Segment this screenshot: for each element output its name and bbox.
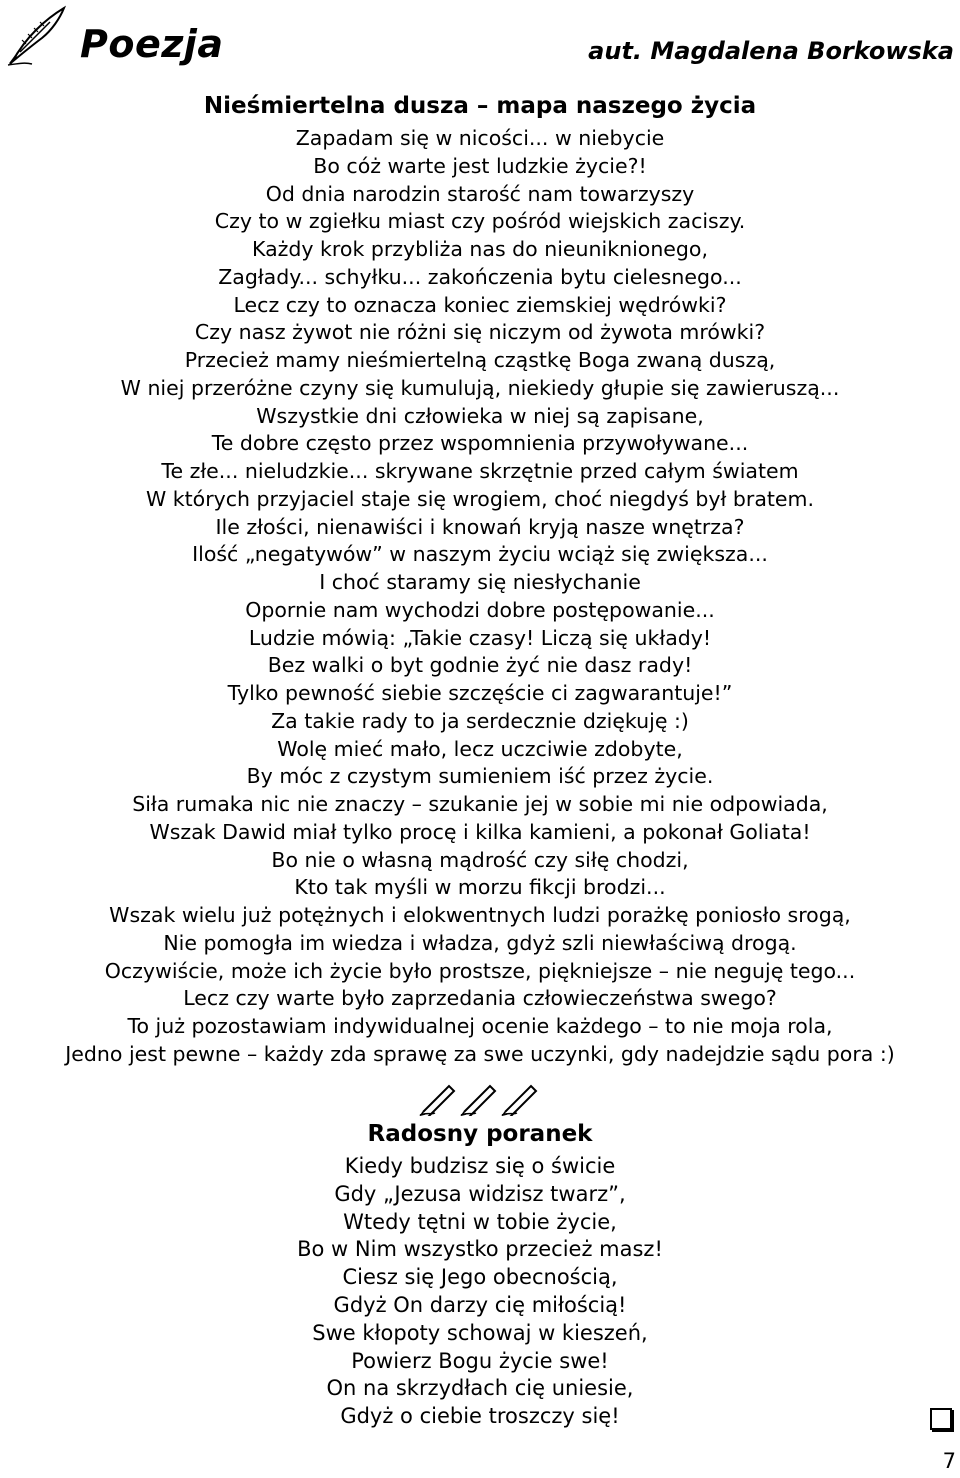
poem-title: Nieśmiertelna dusza – mapa naszego życia (203, 93, 757, 119)
page-number: 7 (942, 1449, 956, 1473)
poem-line: Za takie rady to ja serdecznie dziękuję :) (271, 708, 689, 733)
pen-writing-icon (501, 1082, 541, 1116)
quill-pen-icon (6, 4, 68, 66)
poem-line: Czy to w zgiełku miast czy pośród wiejskich zaciszy. (214, 209, 746, 234)
poem-line: Siła rumaka nic nie znaczy – szukanie jej w sobie mi nie odpowiada, (132, 792, 828, 816)
poem-radosny-poranek (0, 1118, 960, 1431)
poem-line: Bo w Nim wszystko przecież masz! (297, 1237, 663, 1262)
poem-line: Czy nasz żywot nie różni się niczym od żywota mrówki? (194, 320, 766, 345)
poem-line: Ciesz się Jego obecnością, (342, 1265, 618, 1290)
poem-line: I choć staramy się niesłychanie (319, 570, 641, 594)
poem-niesmiertelna-dusza (0, 90, 960, 1069)
brand-title: Poezja (80, 22, 224, 66)
poem-line: Jedno jest pewne – każdy zda sprawę za swe uczynki, gdy nadejdzie sądu pora :) (65, 1041, 895, 1066)
poem-line: Zapadam się w nicości... w niebycie (295, 126, 665, 150)
poem-line: Gdyż o ciebie troszczy się! (340, 1404, 620, 1429)
poem-line: Wtedy tętni w tobie życie, (343, 1209, 617, 1234)
poem-line: Lecz czy warte było zaprzedania człowieczeństwa swego? (183, 986, 777, 1011)
poem-line: Gdy „Jezusa widzisz twarz”, (334, 1181, 626, 1206)
poem-lines (0, 1153, 960, 1431)
poem-line: Wszak Dawid miał tylko procę i kilka kamieni, a pokonał Goliata! (149, 819, 811, 844)
poem-line: Nie pomogła im wiedza i władza, gdyż szli niewłaściwą drogą. (163, 930, 797, 955)
poem-line: Przecież mamy nieśmiertelną cząstkę Boga zwaną duszą, (184, 348, 776, 372)
poem-line: Wszystkie dni człowieka w niej są zapisane, (256, 403, 704, 428)
poem-line: Tylko pewność siebie szczęście ci zagwarantuje!” (227, 681, 733, 705)
poem-line: Bo nie o własną mądrość czy siłę chodzi, (271, 847, 689, 872)
poem-line: Każdy krok przybliża nas do nieuniknionego, (251, 237, 708, 261)
poem-line: Bez walki o byt godnie żyć nie dasz rady! (267, 653, 693, 678)
poem-line: Powierz Bogu życie swe! (351, 1348, 609, 1373)
poem-line: Wszak wielu już potężnych i elokwentnych ludzi porażkę poniosło srogą, (109, 903, 851, 927)
poem-line: W niej przeróżne czyny się kumulują, niekiedy głupie się zawieruszą... (120, 375, 840, 400)
poem-title: Radosny poranek (367, 1121, 593, 1147)
poem-line: On na skrzydłach cię uniesie, (326, 1376, 634, 1401)
poem-line: Gdyż On darzy cię miłością! (333, 1292, 627, 1317)
poem-lines (0, 125, 960, 1069)
pen-writing-icon (419, 1082, 459, 1116)
poem-line: Ilość „negatywów” w naszym życiu wciąż się zwiększa... (192, 542, 768, 567)
pen-writing-icon (460, 1082, 500, 1116)
poem-line: Ludzie mówią: „Takie czasy! Liczą się układy! (248, 625, 712, 650)
poem-line: Od dnia narodzin starość nam towarzyszy (265, 181, 695, 206)
poem-line: Oczywiście, może ich życie było prostsze, piękniejsze – nie neguję tego... (104, 958, 856, 983)
pen-separator (0, 1082, 960, 1120)
poem-line: W których przyjaciel staje się wrogiem, choć niegdyś był bratem. (145, 486, 815, 511)
checkbox-square-icon (930, 1408, 952, 1430)
poem-line: Te dobre często przez wspomnienia przywoływane... (211, 431, 749, 456)
page-header (0, 0, 960, 80)
poem-line: To już pozostawiam indywidualnej ocenie każdego – to nie moja rola, (127, 1014, 833, 1038)
poem-line: By móc z czystym sumieniem iść przez życie. (246, 764, 714, 789)
poem-line: Swe kłopoty schowaj w kieszeń, (312, 1320, 648, 1345)
poem-line: Zagłady... schyłku... zakończenia bytu cielesnego... (218, 264, 742, 289)
poem-line: Bo cóż warte jest ludzkie życie?! (313, 153, 647, 178)
poem-line: Ile złości, nienawiści i knowań kryją nasze wnętrza? (215, 514, 745, 539)
author-name: aut. Magdalena Borkowska (588, 37, 954, 65)
poem-line: Te złe... nieludzkie... skrywane skrzętnie przed całym światem (161, 459, 799, 483)
poem-line: Wolę mieć mało, lecz uczciwie zdobyte, (277, 736, 683, 761)
poem-line: Kiedy budzisz się o świcie (344, 1154, 616, 1178)
poem-line: Kto tak myśli w morzu fikcji brodzi... (294, 875, 666, 900)
poem-line: Opornie nam wychodzi dobre postępowanie... (245, 597, 715, 622)
poem-line: Lecz czy to oznacza koniec ziemskiej wędrówki? (233, 292, 727, 317)
